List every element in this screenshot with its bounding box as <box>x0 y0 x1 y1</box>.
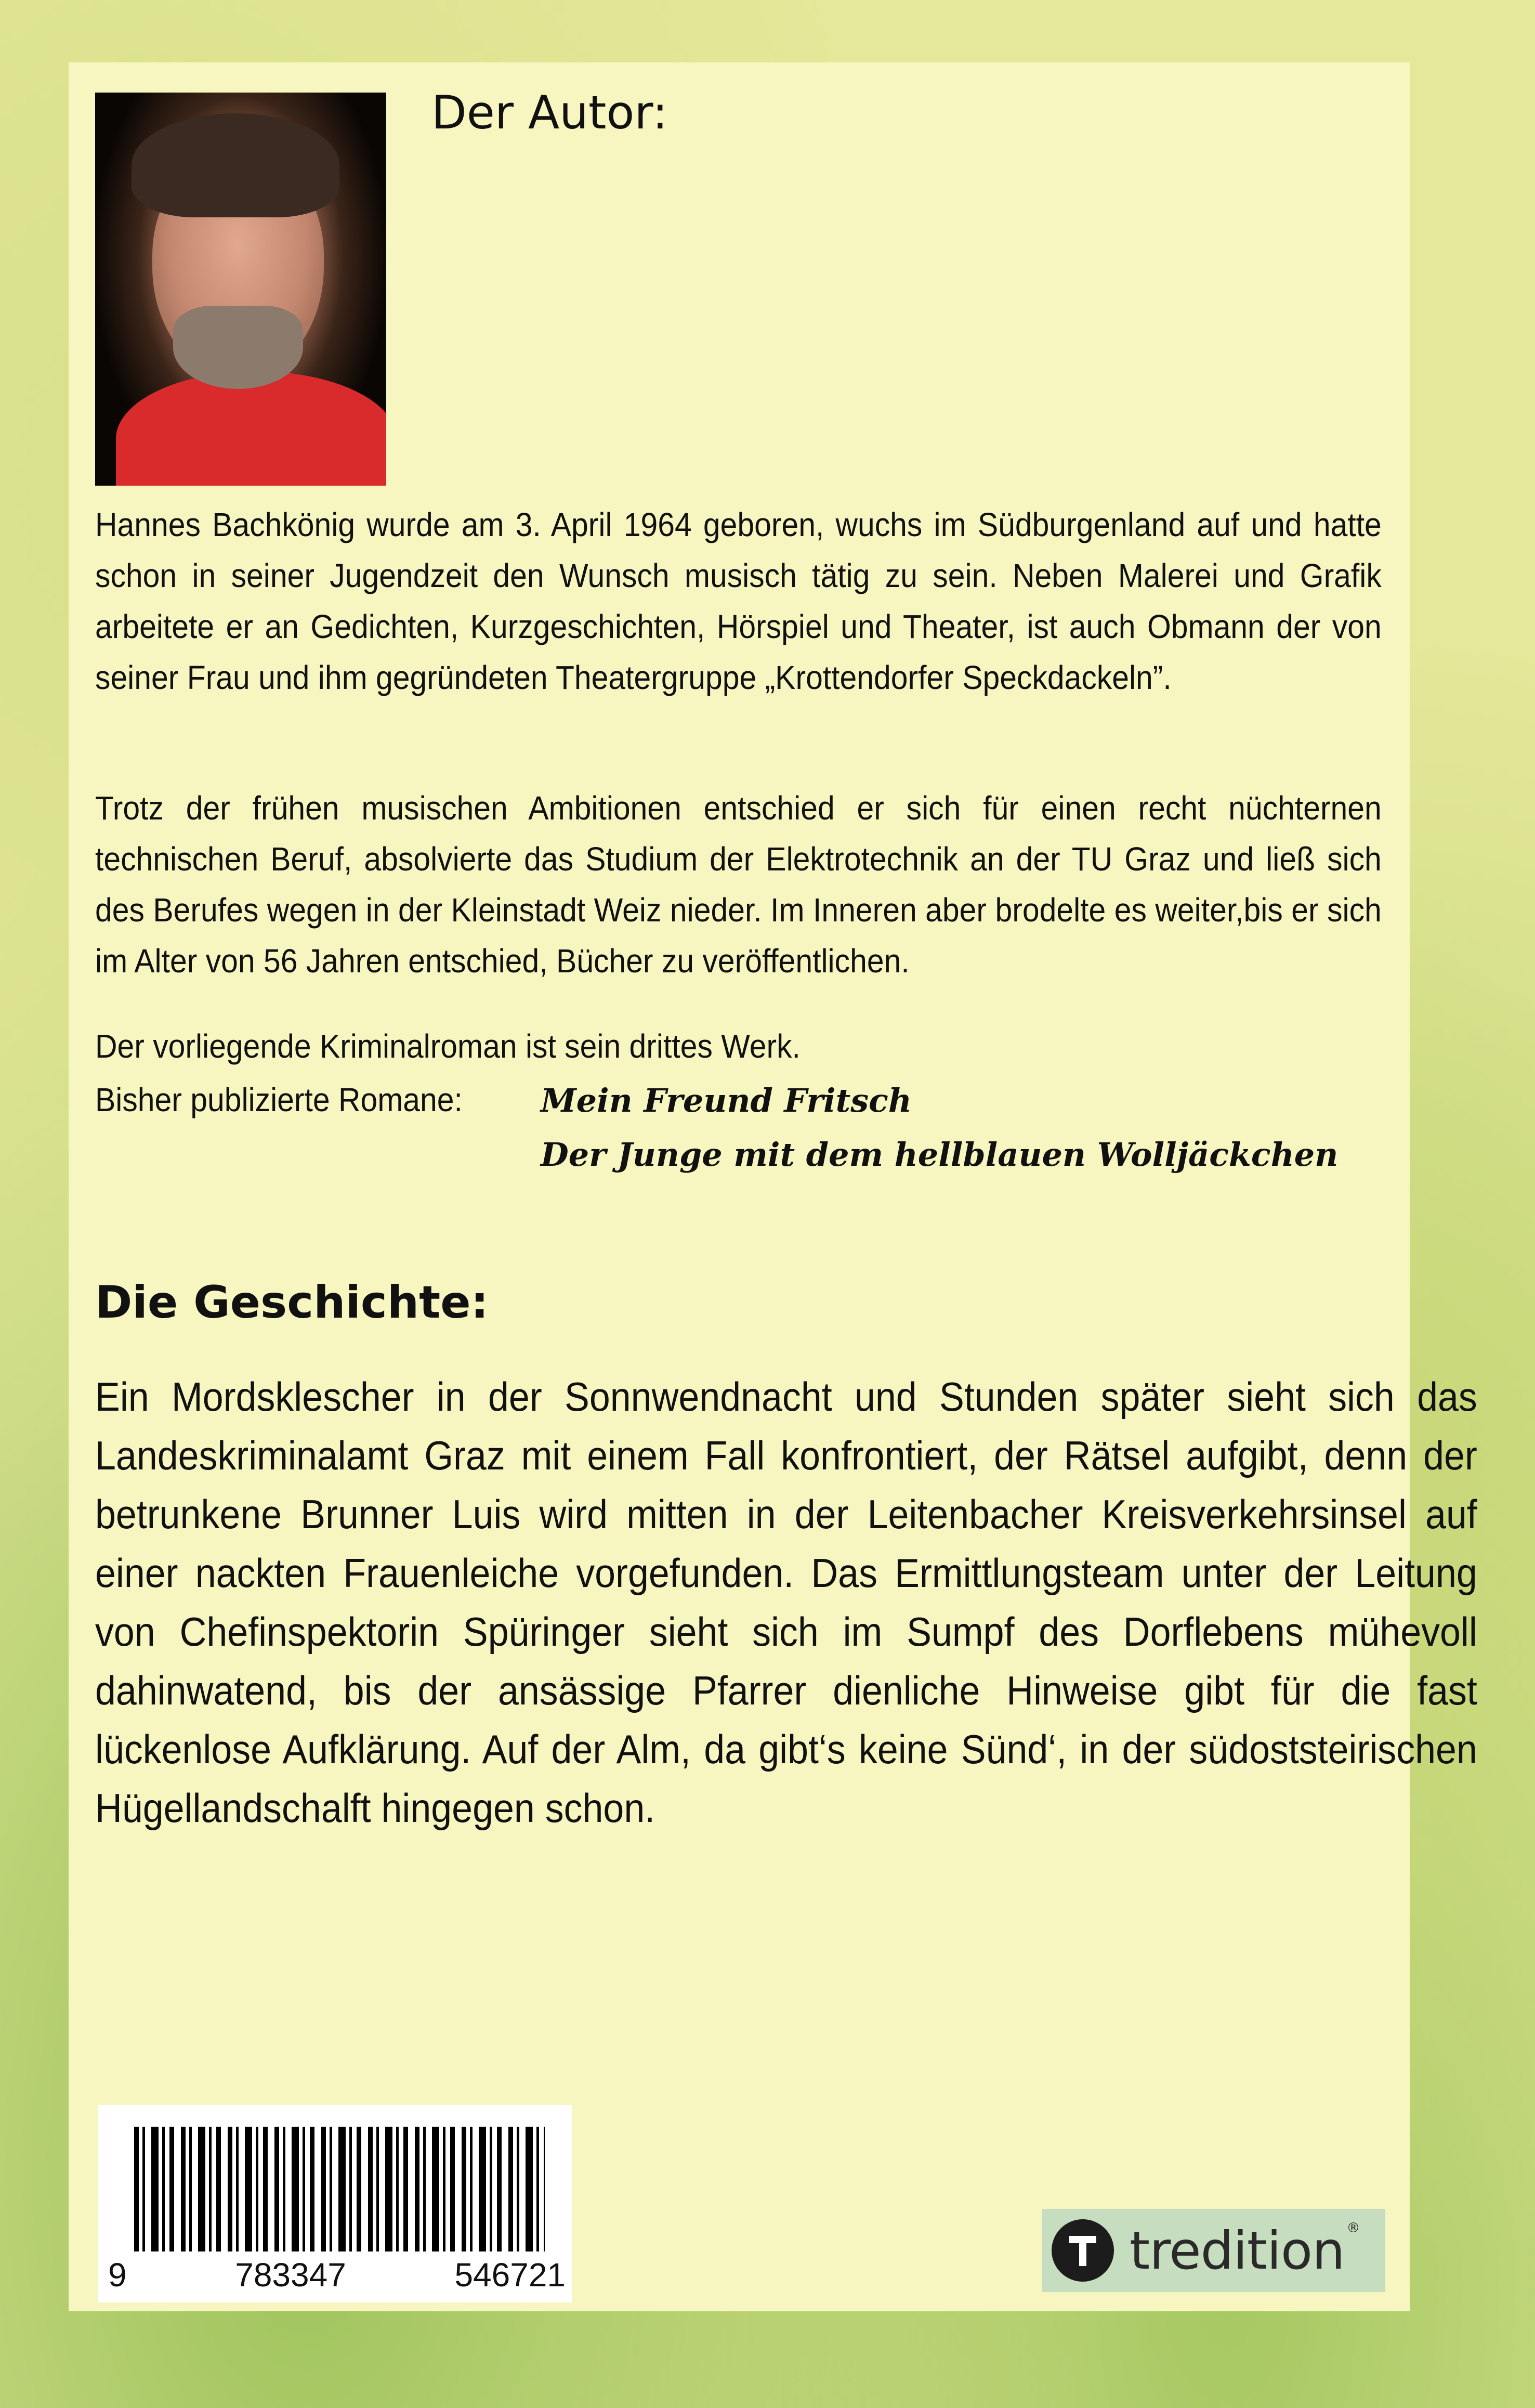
barcode-digits <box>108 2256 566 2294</box>
published-novels-label: Bisher publizierte Romane: <box>95 1081 463 1118</box>
author-bio-paragraph-2: Trotz der frühen musischen Ambitionen entschied er sich für einen recht nüchternen technischen Beruf, absolvierte das Studium der Elektrotechnik an der TU Graz und ließ sich des Berufes wegen in der Kleinstadt Weiz nieder. Im Inneren aber brodelte es weiter,bis er sich im Alter von 56 Jahren entschied, Bücher zu veröffentlichen. <box>95 789 1382 980</box>
barcode-bars <box>134 2127 545 2251</box>
story-heading: Die Geschichte: <box>95 1277 489 1329</box>
barcode-digit-group-1: 783347 <box>235 2256 346 2294</box>
barcode-digit-first: 9 <box>108 2256 127 2294</box>
registered-mark: ® <box>1346 2220 1360 2236</box>
tredition-t-logo-icon <box>1052 2219 1114 2282</box>
author-bio-paragraph-1: Hannes Bachkönig wurde am 3. April 1964 geboren, wuchs im Südburgenland auf und hatte schon in seiner Jugendzeit den Wunsch musisch tätig zu sein. Neben Malerei und Grafik arbeitete er an Gedichten, Kurzgeschichten, Hörspiel und Theater, ist auch Obmann der von seiner Frau und ihm gegründeten Theatergruppe „Krottendorfer Speckdackeln”. <box>95 506 1382 696</box>
novel-title-2: Der Junge mit dem hellblauen Wolljäckchen <box>541 1136 1339 1174</box>
isbn-barcode <box>98 2105 572 2302</box>
present-work-line: Der vorliegende Kriminalroman ist sein drittes Werk. <box>95 1027 801 1065</box>
novel-title-1: Mein Freund Fritsch <box>541 1082 912 1120</box>
barcode-digit-group-2: 546721 <box>454 2256 566 2294</box>
publisher-badge <box>1042 2209 1385 2292</box>
story-text: Ein Mordsklescher in der Sonnwendnacht und Stunden später sieht sich das Landeskriminalamt Graz mit einem Fall konfrontiert, der Rätsel aufgibt, denn der betrunkene Brunner Luis wird mitten in der Leitenbacher Kreisverkehrsinsel auf einer nackten Frauenleiche vorgefunden. Das Ermittlungsteam unter der Leitung von Chefinspektorin Spüringer sieht sich im Sumpf des Dorflebens mühevoll dahinwatend, bis der ansässige Pfarrer dienliche Hinweise gibt für die fast lückenlose Aufklärung. Auf der Alm, da gibt‘s keine Sünd‘, in der südoststeirischen Hügellandschalft hingegen schon. <box>95 1374 1477 1831</box>
publisher-name: tredition ® <box>1130 2220 1360 2281</box>
author-shirt <box>116 371 386 486</box>
author-beard <box>173 306 303 389</box>
author-hair <box>132 113 339 217</box>
author-photo <box>95 93 386 486</box>
author-heading: Der Autor: <box>431 86 668 139</box>
